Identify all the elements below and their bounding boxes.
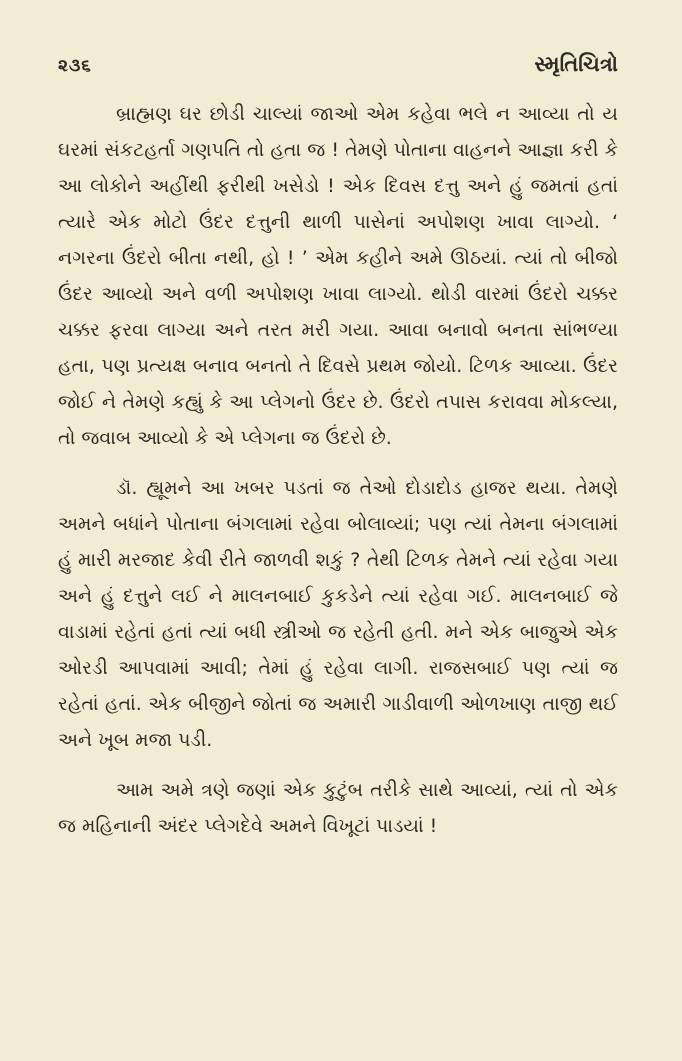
running-title: સ્મૃતિચિત્રો xyxy=(534,52,618,76)
page-body xyxy=(58,96,618,844)
paragraph: આમ અમે ત્રણે જણાં એક કુટુંબ તરીકે સાથે આવ્યાં, ત્યાં તો એક જ મહિનાની અંદર પ્લેગદેવે અમને વિખૂટાં પાડયાં ! xyxy=(58,779,618,837)
page-number: ૨૩૬ xyxy=(58,56,92,76)
paragraph: ડૉ. હ્યૂમને આ ખબર પડતાં જ તેઓ દોડાદોડ હાજર થયા. તેમણે અમને બધાંને પોતાના બંગલામાં રહેવા બોલાવ્યાં; પણ ત્યાં તેમના બંગલામાં હું મારી મરજાદ કેવી રીતે જાળવી શકું ? તેથી ટિળક તેમને ત્યાં રહેવા ગયા અને હું દત્તુને લઈ ને માલનબાઈ કુકડેને ત્યાં રહેવા ગઈ. માલનબાઈ જે વાડામાં રહેતાં હતાં ત્યાં બધી સ્ત્રીઓ જ રહેતી હતી. મને એક બાજુએ એક ઓરડી આપવામાં આવી; તેમાં હું રહેવા લાગી. રાજસબાઈ પણ ત્યાં જ રહેતાં હતાં. એક બીજીને જોતાં જ અમારી ગાડીવાળી ઓળખાણ તાજી થઈ અને ખૂબ મજા પડી. xyxy=(58,477,618,751)
page-header xyxy=(58,52,618,96)
paragraph: બ્રાહ્મણ ઘર છોડી ચાલ્યાં જાઓ એમ કહેવા ભલે ન આવ્યા તો ય ઘરમાં સંકટહર્તા ગણપતિ તો હતા જ ! તેમણે પોતાના વાહનને આજ્ઞા કરી કે આ લોકોને અહીંથી ફરીથી ખસેડો ! એક દિવસ દત્તુ અને હું જમતાં હતાં ત્યારે એક મોટો ઉંદર દત્તુની થાળી પાસેનાં અપોશણ ખાવા લાગ્યો. ‘ નગરના ઉંદરો બીતા નથી, હો ! ’ એમ કહીને અમે ઊઠયાં. ત્યાં તો બીજો ઉંદર આવ્યો અને વળી અપોશણ ખાવા લાગ્યો. થોડી વારમાં ઉંદરો ચક્કર ચક્કર ફરવા લાગ્યા અને તરત મરી ગયા. આવા બનાવો બનતા સાંભળ્યા હતા, પણ પ્રત્યક્ષ બનાવ બનતો તે દિવસે પ્રથમ જોયો. ટિળક આવ્યા. ઉંદર જોઈ ને તેમણે કહ્યું કે આ પ્લેગનો ઉંદર છે. ઉંદરો તપાસ કરાવવા મોકલ્યા, તો જવાબ આવ્યો કે એ પ્લેગના જ ઉંદરો છે. xyxy=(58,103,618,449)
